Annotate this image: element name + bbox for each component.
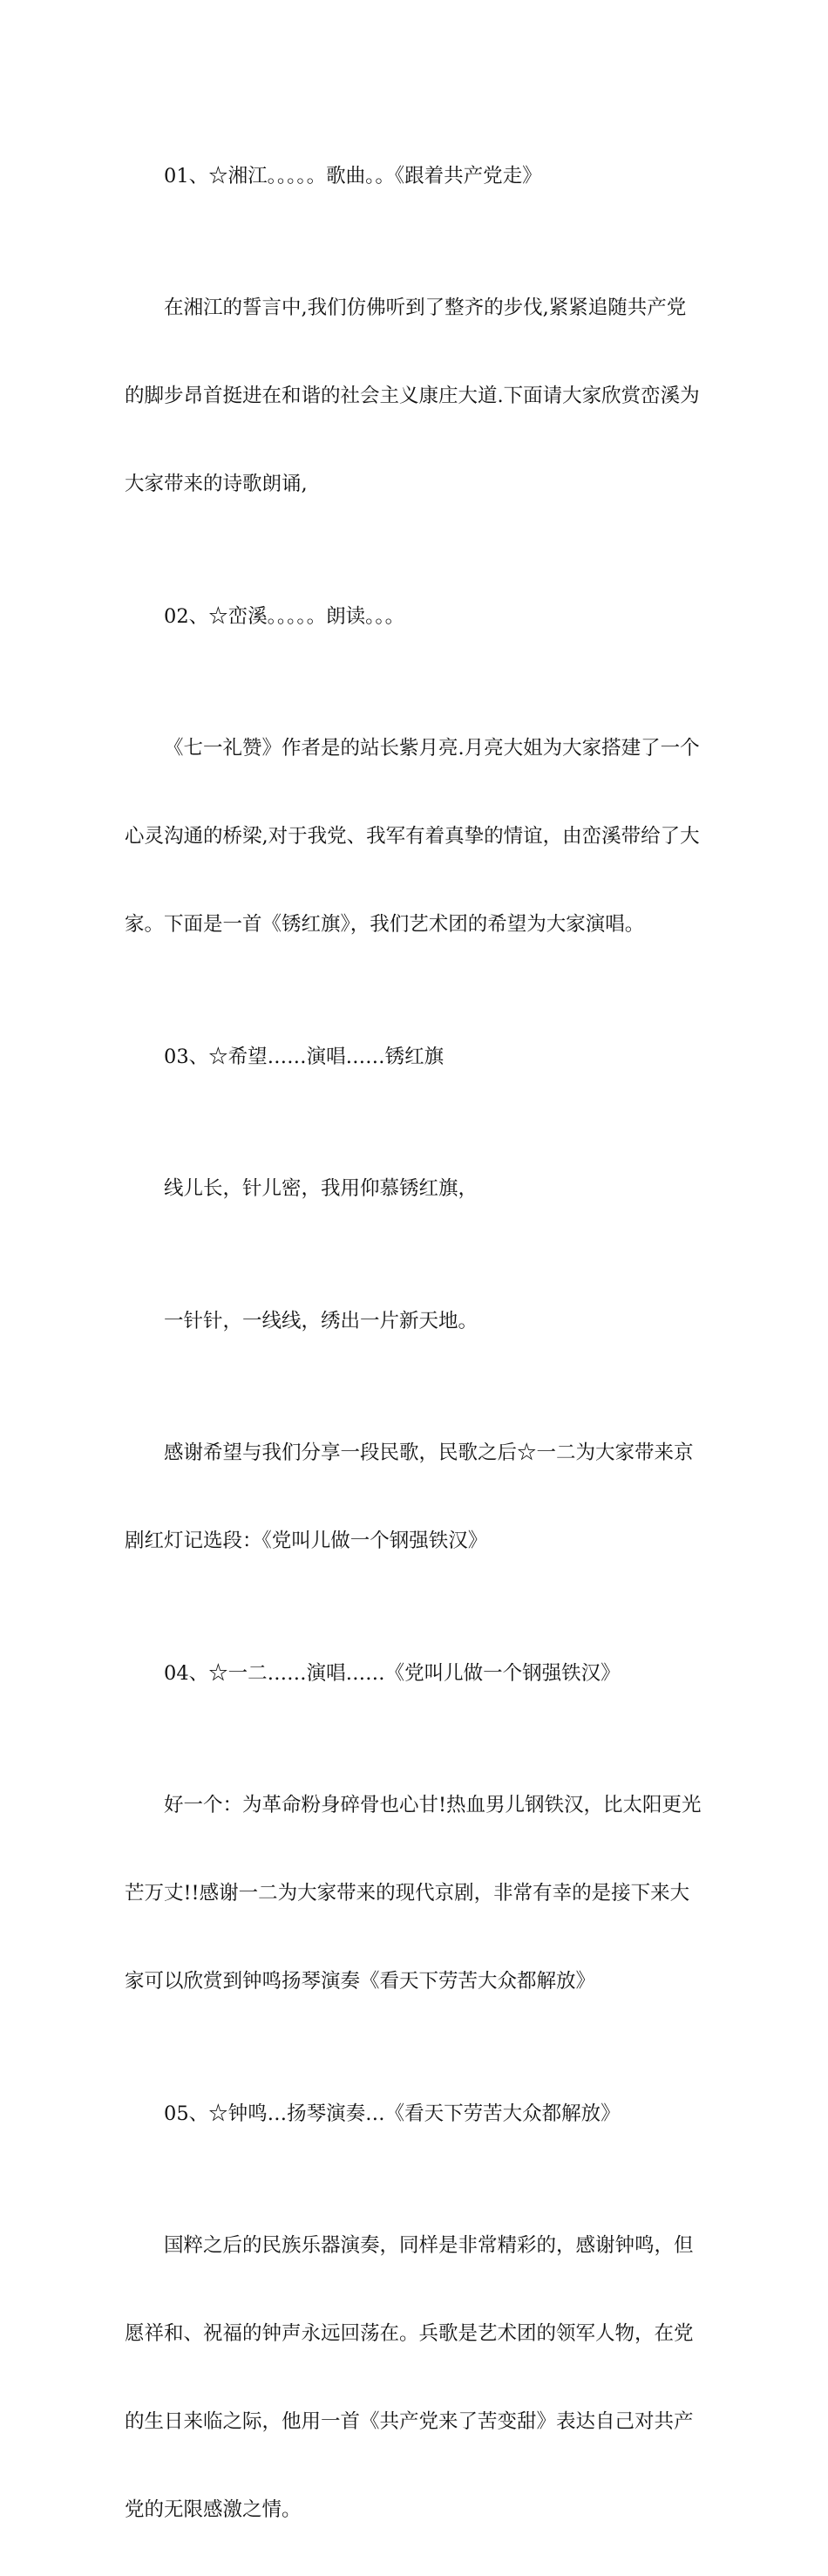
lyric-line	[125, 1123, 707, 1256]
text-line: 02、☆峦溪。。。。。朗读。。。	[125, 595, 707, 639]
text-line: 家。下面是一首《锈红旗》，我们艺术团的希望为大家演唱。	[125, 903, 707, 947]
program-item-05	[125, 2048, 707, 2180]
host-script-paragraph	[125, 1387, 707, 1608]
program-item-02	[125, 550, 707, 683]
text-line: 05、☆钟鸣…扬琴演奏…《看天下劳苦大众都解放》	[125, 2092, 707, 2136]
document-body	[125, 110, 707, 2576]
text-line: 芒万丈!!感谢一二为大家带来的现代京剧，非常有幸的是接下来大	[125, 1871, 707, 1916]
program-item-01	[125, 110, 707, 242]
text-line: 大家带来的诗歌朗诵,	[125, 462, 707, 507]
text-line: 01、☆湘江。。。。。歌曲。。《跟着共产党走》	[125, 154, 707, 199]
text-line: 剧红灯记选段：《党叫儿做一个钢强铁汉》	[125, 1519, 707, 1564]
text-line: 《七一礼赞》作者是的站长紫月亮.月亮大姐为大家搭建了一个	[125, 726, 707, 771]
document-page	[0, 0, 828, 1172]
text-line: 好一个：为革命粉身碎骨也心甘!热血男儿钢铁汉，比太阳更光	[125, 1783, 707, 1828]
text-line: 线儿长，针儿密，我用仰慕锈红旗，	[125, 1167, 707, 1211]
host-script-paragraph	[125, 683, 707, 992]
text-line: 感谢希望与我们分享一段民歌，民歌之后☆一二为大家带来京	[125, 1431, 707, 1475]
text-line: 党的无限感激之情。	[125, 2488, 707, 2532]
text-line: 的脚步昂首挺进在和谐的社会主义康庄大道.下面请大家欣赏峦溪为	[125, 374, 707, 419]
text-line: 愿祥和、祝福的钟声永远回荡在。兵歌是艺术团的领军人物，在党	[125, 2312, 707, 2356]
text-line: 心灵沟通的桥梁,对于我党、我军有着真挚的情谊，由峦溪带给了大	[125, 814, 707, 859]
host-script-paragraph	[125, 242, 707, 551]
host-script-paragraph	[125, 1740, 707, 2048]
text-line: 国粹之后的民族乐器演奏，同样是非常精彩的，感谢钟鸣，但	[125, 2224, 707, 2268]
program-item-04	[125, 1607, 707, 1740]
lyric-line	[125, 1255, 707, 1387]
host-script-paragraph	[125, 2180, 707, 2576]
program-item-03	[125, 991, 707, 1123]
text-line: 的生日来临之际，他用一首《共产党来了苦变甜》表达自己对共产	[125, 2400, 707, 2444]
text-line: 04、☆一二……演唱……《党叫儿做一个钢强铁汉》	[125, 1652, 707, 1696]
text-line: 在湘江的誓言中,我们仿佛听到了整齐的步伐,紧紧追随共产党	[125, 286, 707, 331]
text-line: 03、☆希望……演唱……锈红旗	[125, 1035, 707, 1080]
text-line: 一针针，一线线，绣出一片新天地。	[125, 1299, 707, 1344]
text-line: 家可以欣赏到钟鸣扬琴演奏《看天下劳苦大众都解放》	[125, 1959, 707, 2004]
